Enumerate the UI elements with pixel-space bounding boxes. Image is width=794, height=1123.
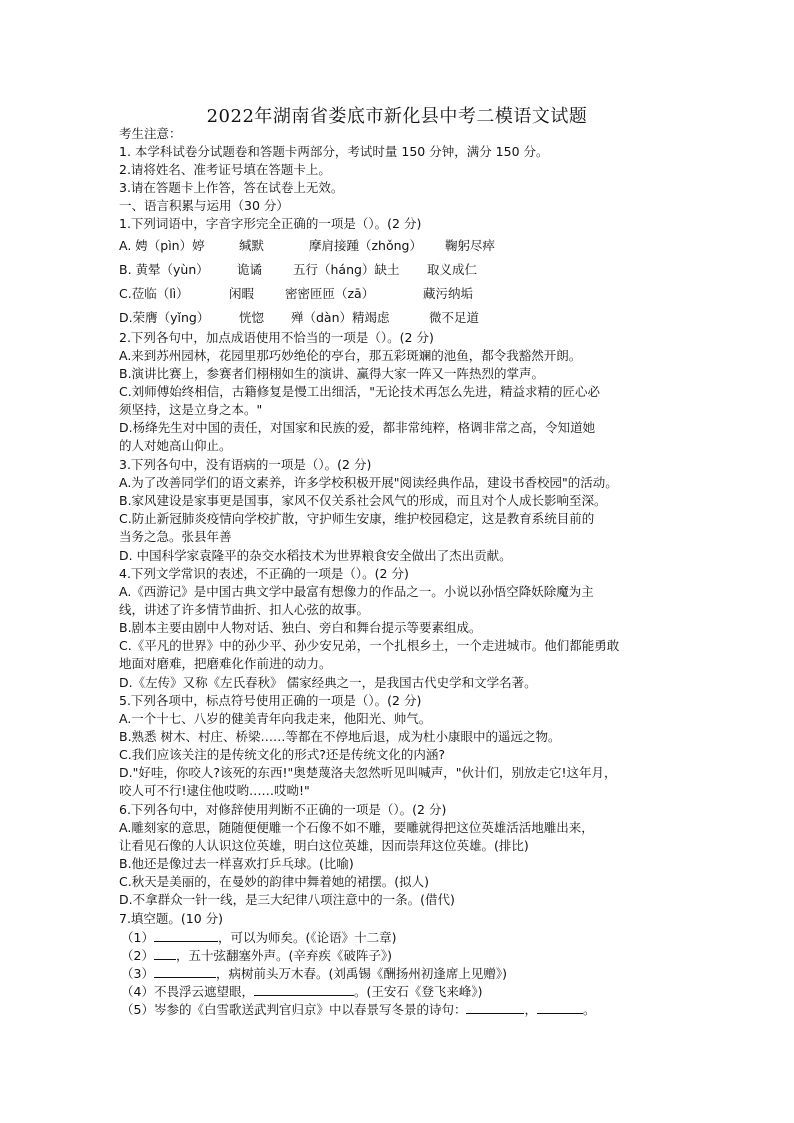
question-3-line: B.家风建设是家事更是国事，家风不仅关系社会风气的形成，而且对个人成长影响至深。 bbox=[119, 493, 607, 508]
question-6-line: B.他还是像过去一样喜欢打乒乓球。(比喻) bbox=[119, 856, 354, 871]
question-3-line: 当务之急。张县年善 bbox=[119, 529, 232, 544]
question-5-stem: 5.下列各项中，标点符号使用正确的一项是（）。(2 分) bbox=[119, 693, 422, 708]
question-2-line: A.来到苏州园林，花园里那巧妙绝伦的亭台，那五彩斑斓的池鱼，都令我豁然开朗。 bbox=[119, 348, 582, 363]
fill-item-prefix: （4）不畏浮云遮望眼， bbox=[121, 984, 254, 999]
option-a-word-1: A. 娉（pìn）婷 bbox=[119, 238, 205, 253]
question-3-stem: 3.下列各句中，没有语病的一项是（）。(2 分) bbox=[119, 457, 372, 472]
option-c-word-4: 藏污纳垢 bbox=[423, 286, 474, 301]
answer-blank[interactable] bbox=[154, 947, 176, 960]
notice-item-1: 1. 本学科试卷分试题卷和答题卡两部分，考试时量 150 分钟，满分 150 分。 bbox=[119, 144, 549, 159]
question-5-line: C.我们应该关注的是传统文化的形式?还是传统文化的内涵? bbox=[119, 747, 445, 762]
option-a-word-2: 缄默 bbox=[239, 238, 265, 253]
question-4-line: C.《平凡的世界》中的孙少平、孙少安兄弟，一个扎根乡土，一个走进城市。他们都能勇敢 bbox=[119, 638, 620, 653]
notice-item-2: 2.请将姓名、准考证号填在答题卡上。 bbox=[119, 162, 331, 177]
question-3-line: A.为了改善同学们的语文素养，许多学校积极开展"阅读经典作品，建设书香校园"的活动。 bbox=[119, 475, 618, 490]
question-2-line: D.杨绛先生对中国的责任，对国家和民族的爱，都非常纯粹，格调非常之高，令知道她 bbox=[119, 420, 596, 435]
question-6-line: 让看见石像的人认识这位英雄，明白这位英雄，因而崇拜这位英雄。(排比) bbox=[119, 838, 529, 853]
question-1-option-a bbox=[119, 238, 495, 254]
fill-item-suffix: ，五十弦翻塞外声。(辛弃疾《破阵子》) bbox=[175, 948, 392, 963]
question-4-line: A.《西游记》是中国古典文学中最富有想像力的作品之一。小说以孙悟空降妖除魔为主 bbox=[119, 584, 594, 599]
option-b-word-1: B. 黄晕（yùn） bbox=[119, 262, 209, 277]
fill-item-suffix: 。 bbox=[582, 1002, 596, 1017]
question-4-line: B.剧本主要由剧中人物对话、独白、旁白和舞台提示等要素组成。 bbox=[119, 620, 482, 635]
question-5-line: A.一个十七、八岁的健美青年向我走来，他阳光、帅气。 bbox=[119, 711, 432, 726]
answer-blank[interactable] bbox=[537, 1001, 583, 1014]
fill-item-prefix: （5）岑参的《白雪歌送武判官归京》中以春景写冬景的诗句： bbox=[121, 1002, 467, 1017]
fill-item-suffix: ，可以为师矣。(《论语》十二章) bbox=[217, 930, 397, 945]
option-d-word-2: 恍惚 bbox=[239, 310, 265, 325]
question-6-line: A.雕刻家的意思，随随便便雕一个石像不如不雕，要雕就得把这位英雄活活地雕出来， bbox=[119, 820, 594, 835]
answer-blank[interactable] bbox=[154, 929, 218, 942]
question-3-line: C.防止新冠肺炎疫情向学校扩散，守护师生安康，维护校园稳定，这是教育系统目前的 bbox=[119, 511, 595, 526]
option-d-word-3: 殚（dàn）精竭虑 bbox=[291, 310, 390, 325]
fill-item-suffix: 。(王安石《登飞来峰》) bbox=[353, 984, 483, 999]
question-1-stem: 1.下列词语中，字音字形完全正确的一项是（）。(2 分) bbox=[119, 216, 422, 231]
question-3-line: D. 中国科学家袁隆平的杂交水稻技术为世界粮食安全做出了杰出贡献。 bbox=[119, 548, 512, 563]
question-5-line: 咬人可不行!逮住他哎哟……哎呦!" bbox=[119, 783, 310, 798]
question-2-line: 的人对她高山仰止。 bbox=[119, 438, 232, 453]
answer-blank[interactable] bbox=[154, 965, 216, 978]
option-a-word-3: 摩肩接踵（zhǒng） bbox=[309, 238, 422, 253]
question-6-stem: 6.下列各句中，对修辞使用判断不正确的一项是（）。(2 分) bbox=[119, 802, 447, 817]
answer-blank[interactable] bbox=[254, 983, 354, 996]
option-d-word-1: D.荣膺（yǐng） bbox=[119, 310, 210, 325]
fill-item-prefix: （1） bbox=[121, 930, 154, 945]
fill-item-1 bbox=[121, 929, 396, 946]
fill-item-3 bbox=[121, 965, 507, 982]
fill-item-2 bbox=[121, 947, 392, 964]
question-6-line: C.秋天是美丽的，在曼妙的韵律中舞着她的裙摆。(拟人) bbox=[119, 874, 429, 889]
question-2-line: B.演讲比赛上，参赛者们栩栩如生的演讲、赢得大家一阵又一阵热烈的掌声。 bbox=[119, 366, 545, 381]
page-title: 2022年湖南省娄底市新化县中考二模语文试题 bbox=[206, 106, 588, 127]
question-7-stem: 7.填空题。(10 分) bbox=[119, 911, 224, 926]
section-heading: 一、语言积累与运用（30 分） bbox=[119, 198, 289, 213]
fill-item-4 bbox=[121, 983, 482, 1000]
question-1-option-c bbox=[119, 286, 473, 302]
option-c-word-2: 闲暇 bbox=[229, 286, 255, 301]
option-b-word-3: 五行（háng）缺土 bbox=[293, 262, 400, 277]
question-5-line: B.熟悉 树木、村庄、桥梁……等都在不停地后退，成为杜小康眼中的遥远之物。 bbox=[119, 729, 561, 744]
option-c-word-1: C.莅临（lì） bbox=[119, 286, 189, 301]
question-4-line: D.《左传》又称《左氏春秋》 儒家经典之一，是我国古代史学和文学名著。 bbox=[119, 675, 537, 690]
question-2-line: C.刘师傅始终相信，古籍修复是慢工出细活，"无论技术再怎么先进，精益求精的匠心必 bbox=[119, 384, 600, 399]
option-a-word-4: 鞠躬尽瘁 bbox=[445, 238, 496, 253]
question-1-option-d bbox=[119, 310, 479, 326]
fill-item-suffix: ，病树前头万木春。(刘禹锡《酬扬州初逢席上见赠》) bbox=[215, 966, 507, 981]
question-2-line: 须坚持，这是立身之本。" bbox=[119, 402, 263, 417]
fill-item-5 bbox=[121, 1001, 596, 1018]
option-b-word-4: 取义成仁 bbox=[427, 262, 478, 277]
fill-item-prefix: （3） bbox=[121, 966, 154, 981]
fill-item-prefix: （2） bbox=[121, 948, 154, 963]
notice-heading: 考生注意： bbox=[119, 126, 182, 141]
question-4-line: 线，讲述了许多情节曲折、扣人心弦的故事。 bbox=[119, 602, 370, 617]
option-d-word-4: 微不足道 bbox=[429, 310, 480, 325]
question-4-line: 地面对磨难，把磨难化作前进的动力。 bbox=[119, 656, 332, 671]
notice-item-3: 3.请在答题卡上作答，答在试卷上无效。 bbox=[119, 180, 344, 195]
option-b-word-2: 诡谲 bbox=[237, 262, 263, 277]
option-c-word-3: 密密匝匝（zā） bbox=[285, 286, 375, 301]
fill-item-separator: ， bbox=[524, 1002, 537, 1017]
question-6-line: D.不拿群众一针一线，是三大纪律八项注意中的一条。(借代) bbox=[119, 892, 455, 907]
question-1-option-b bbox=[119, 262, 477, 278]
question-2-stem: 2.下列各句中，加点成语使用不恰当的一项是（）。(2 分) bbox=[119, 330, 434, 345]
answer-blank[interactable] bbox=[466, 1001, 524, 1014]
question-5-line: D."好哇，你咬人?该死的东西!"奥楚蔑洛夫忽然听见叫喊声，"伙计们，别放走它!这年月， bbox=[119, 765, 617, 780]
question-4-stem: 4.下列文学常识的表述，不正确的一项是（）。(2 分) bbox=[119, 566, 409, 581]
